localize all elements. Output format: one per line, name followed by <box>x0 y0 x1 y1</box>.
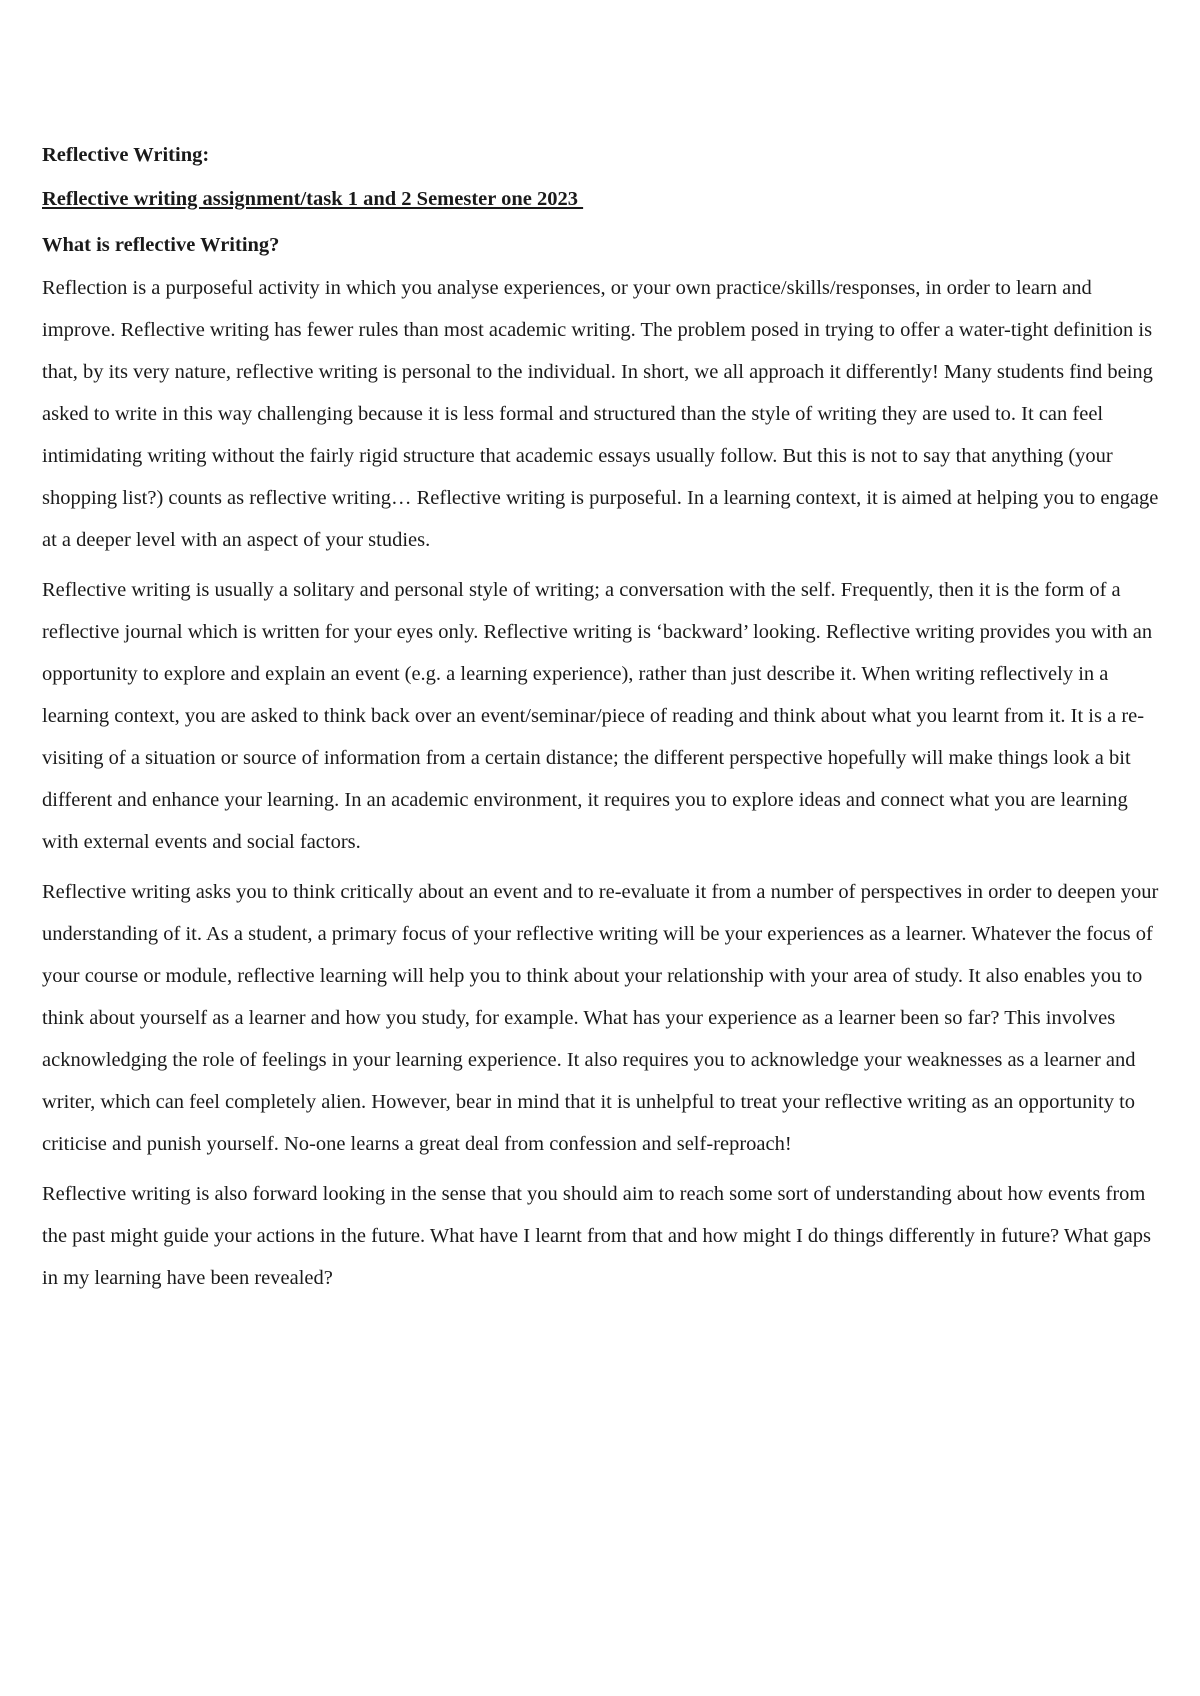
section-heading: What is reflective Writing? <box>42 234 280 256</box>
document-title: Reflective Writing: <box>42 144 210 166</box>
paragraph-4: Reflective writing is also forward looking in the sense that you should aim to reach some sort of understanding about how events from the past might guide your actions in the future. What have I learnt from that and how might I do things differently in future? What gaps in my learning have been revealed? <box>42 1183 1152 1289</box>
paragraph-2: Reflective writing is usually a solitary and personal style of writing; a conversation with the self. Frequently, then it is the form of a reflective journal which is written for your eyes only. Reflective writing is ‘backward’ looking. Reflective writing provides you with an opportunity to explore and explain an event (e.g. a learning experience), rather than just describe it. When writing reflectively in a learning context, you are asked to think back over an event/seminar/piece of reading and think about what you learnt from it. It is a re-visiting of a situation or source of information from a certain distance; the different perspective hopefully will make things look a bit different and enhance your learning. In an academic environment, it requires you to explore ideas and connect what you are learning with external events and social factors. <box>42 579 1153 853</box>
document-page <box>42 143 1167 1307</box>
paragraph-3: Reflective writing asks you to think critically about an event and to re-evaluate it from a number of perspectives in order to deepen your understanding of it. As a student, a primary focus of your reflective writing will be your experiences as a learner. Whatever the focus of your course or module, reflective learning will help you to think about your relationship with your area of study. It also enables you to think about yourself as a learner and how you study, for example. What has your experience as a learner been so far? This involves acknowledging the role of feelings in your learning experience. It also requires you to acknowledge your weaknesses as a learner and writer, which can feel completely alien. However, bear in mind that it is unhelpful to treat your reflective writing as an opportunity to criticise and punish yourself. No-one learns a great deal from confession and self-reproach! <box>42 881 1159 1155</box>
paragraph-1: Reflection is a purposeful activity in which you analyse experiences, or your own practice/skills/responses, in order to learn and improve. Reflective writing has fewer rules than most academic writing. The problem posed in trying to offer a water-tight definition is that, by its very nature, reflective writing is personal to the individual. In short, we all approach it differently! Many students find being asked to write in this way challenging because it is less formal and structured than the style of writing they are used to. It can feel intimidating writing without the fairly rigid structure that academic essays usually follow. But this is not to say that anything (your shopping list?) counts as reflective writing… Reflective writing is purposeful. In a learning context, it is aimed at helping you to engage at a deeper level with an aspect of your studies. <box>42 277 1159 551</box>
document-subtitle: Reflective writing assignment/task 1 and 2 Semester one 2023 <box>42 188 584 210</box>
